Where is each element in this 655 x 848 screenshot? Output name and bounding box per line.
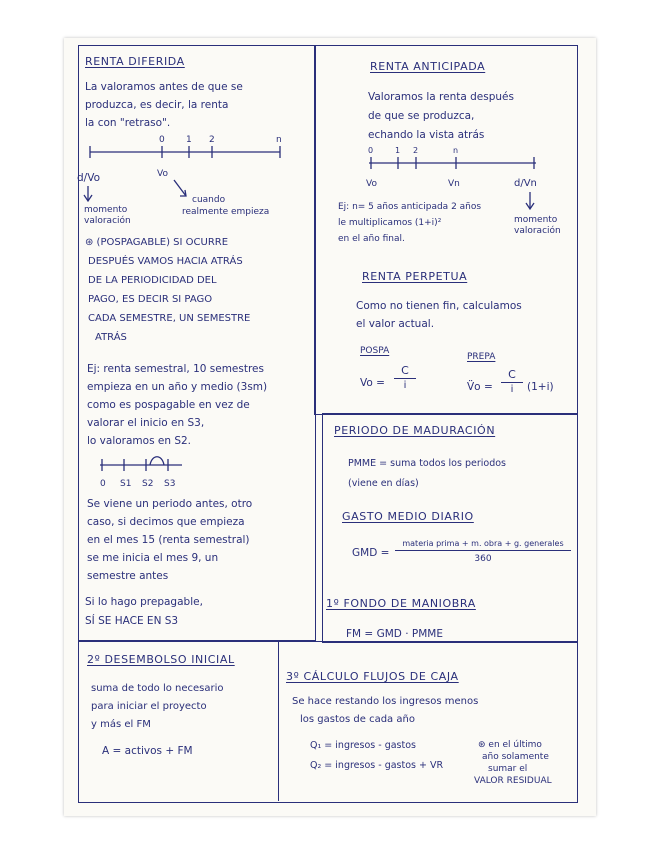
renta-diferida-desc-2: produzca, es decir, la renta <box>85 99 229 111</box>
tick-label: S2 <box>142 479 154 489</box>
renta-perpetua-desc-2: el valor actual. <box>356 318 435 330</box>
vo-equals: Vo = <box>360 377 385 389</box>
vo-pre-equals: V̈o = <box>467 381 493 393</box>
tick-label: S3 <box>164 479 176 489</box>
tick-label: 1 <box>395 146 401 155</box>
calculo-note-4: VALOR RESIDUAL <box>474 776 552 786</box>
pospagable-line-3: DE LA PERIODICIDAD DEL <box>88 275 217 286</box>
pospa-fraction <box>394 364 416 393</box>
anticipada-momento-1: momento <box>514 215 558 225</box>
axis-label-dvn: d/Vn <box>514 178 537 189</box>
fraction-den: i <box>403 380 407 391</box>
prepa-fraction <box>501 368 523 397</box>
cuando-label-2: realmente empieza <box>182 207 270 217</box>
fraction-den: i <box>510 384 514 395</box>
pmme-line-1: PMME = suma todos los periodos <box>348 458 506 469</box>
calculo-note-2: año solamente <box>482 752 549 762</box>
calculo-line-2: los gastos de cada año <box>300 714 415 725</box>
calculo-note-3: sumar el <box>488 764 528 774</box>
gasto-medio-title: GASTO MEDIO DIARIO <box>342 510 474 523</box>
pospa-label: POSPA <box>360 346 390 356</box>
fm-formula: FM = GMD · PMME <box>346 628 443 640</box>
tick-label: 0 <box>368 146 374 155</box>
calculo-line-1: Se hace restando los ingresos menos <box>292 696 479 707</box>
renta-perpetua-desc-1: Como no tienen fin, calculamos <box>356 300 522 312</box>
gmd-lhs: GMD = <box>352 547 390 559</box>
gmd-fraction <box>395 538 571 567</box>
ejemplo-line-5: lo valoramos en S2. <box>87 435 192 447</box>
fraction-num: C <box>501 368 523 383</box>
tick-label: n <box>276 135 282 145</box>
pospagable-line-5: CADA SEMESTRE, UN SEMESTRE <box>88 313 251 324</box>
tick-label: 1 <box>186 135 192 145</box>
calculo-q2: Q₂ = ingresos - gastos + VR <box>310 760 444 771</box>
desembolso-line-1: suma de todo lo necesario <box>91 683 224 694</box>
notebook-page <box>64 38 596 816</box>
ejemplo2-line-4: se me inicia el mes 9, un <box>87 552 219 564</box>
momento-label-2: valoración <box>84 216 131 226</box>
gmd-denominator: 360 <box>474 554 492 564</box>
ejemplo-line-2: empieza en un año y medio (3sm) <box>87 381 268 393</box>
prepa-label: PREPA <box>467 352 496 362</box>
tick-label: S1 <box>120 479 132 489</box>
renta-anticipada-desc-1: Valoramos la renta después <box>368 91 514 103</box>
periodo-title: PERIODO DE MADURACIÓN <box>334 424 496 437</box>
desembolso-title: 2º DESEMBOLSO INICIAL <box>87 653 235 666</box>
renta-anticipada-desc-3: echando la vista atrás <box>368 129 485 141</box>
desembolso-formula: A = activos + FM <box>102 745 193 757</box>
pospagable-line-2: DESPUÉS VAMOS HACIA ATRÁS <box>88 256 243 267</box>
calculo-note-1: ⊛ en el último <box>478 740 542 750</box>
cuando-label-1: cuando <box>192 195 226 205</box>
ejemplo2-line-1: Se viene un periodo antes, otro <box>87 498 253 510</box>
anticipada-ej-1: Ej: n= 5 años anticipada 2 años <box>338 202 482 212</box>
calculo-q1: Q₁ = ingresos - gastos <box>310 740 416 751</box>
anticipada-momento-2: valoración <box>514 226 561 236</box>
vo-label: Vo <box>157 169 168 179</box>
tick-label: 2 <box>413 146 419 155</box>
d-vo-label: d/Vo <box>77 172 100 184</box>
axis-label-vn: Vn <box>448 179 460 189</box>
ejemplo2-line-5: semestre antes <box>87 570 169 582</box>
renta-diferida-title: RENTA DIFERIDA <box>85 55 185 68</box>
calculo-title: 3º CÁLCULO FLUJOS DE CAJA <box>286 670 459 683</box>
pospagable-line-6: ATRÁS <box>95 332 127 343</box>
anticipada-ej-2: le multiplicamos (1+i)² <box>338 218 442 228</box>
prepagable-line-2: SÍ SE HACE EN S3 <box>85 615 179 627</box>
fraction-num: C <box>394 364 416 379</box>
fondo-maniobra-title: 1º FONDO DE MANIOBRA <box>326 597 476 610</box>
momento-label-1: momento <box>84 205 128 215</box>
tick-label: 0 <box>159 135 165 145</box>
ejemplo2-line-3: en el mes 15 (renta semestral) <box>87 534 250 546</box>
renta-anticipada-desc-2: de que se produzca, <box>368 110 475 122</box>
pospagable-line-1: ⊛ (POSPAGABLE) SI OCURRE <box>85 237 229 248</box>
desembolso-divider <box>278 641 279 801</box>
ejemplo2-line-2: caso, si decimos que empieza <box>87 516 245 528</box>
ejemplo-line-4: valorar el inicio en S3, <box>87 417 205 429</box>
desembolso-line-3: y más el FM <box>91 719 151 730</box>
prepa-factor: (1+i) <box>527 381 554 393</box>
pmme-line-2: (viene en días) <box>348 478 419 489</box>
tick-label: n <box>453 146 459 155</box>
anticipada-ej-3: en el año final. <box>338 234 405 244</box>
ejemplo-line-3: como es pospagable en vez de <box>87 399 250 411</box>
axis-label-vo: Vo <box>366 179 377 189</box>
renta-perpetua-title: RENTA PERPETUA <box>362 270 468 283</box>
renta-diferida-desc-3: la con "retraso". <box>85 117 171 129</box>
desembolso-line-2: para iniciar el proyecto <box>91 701 207 712</box>
ejemplo-line-1: Ej: renta semestral, 10 semestres <box>87 363 264 375</box>
gmd-numerator: materia prima + m. obra + g. generales <box>395 538 571 551</box>
renta-anticipada-title: RENTA ANTICIPADA <box>370 60 486 73</box>
tick-label: 0 <box>100 479 106 489</box>
prepagable-line-1: Si lo hago prepagable, <box>85 596 203 608</box>
pospagable-line-4: PAGO, ES DECIR SI PAGO <box>88 294 213 305</box>
tick-label: 2 <box>209 135 215 145</box>
renta-diferida-desc-1: La valoramos antes de que se <box>85 81 243 93</box>
